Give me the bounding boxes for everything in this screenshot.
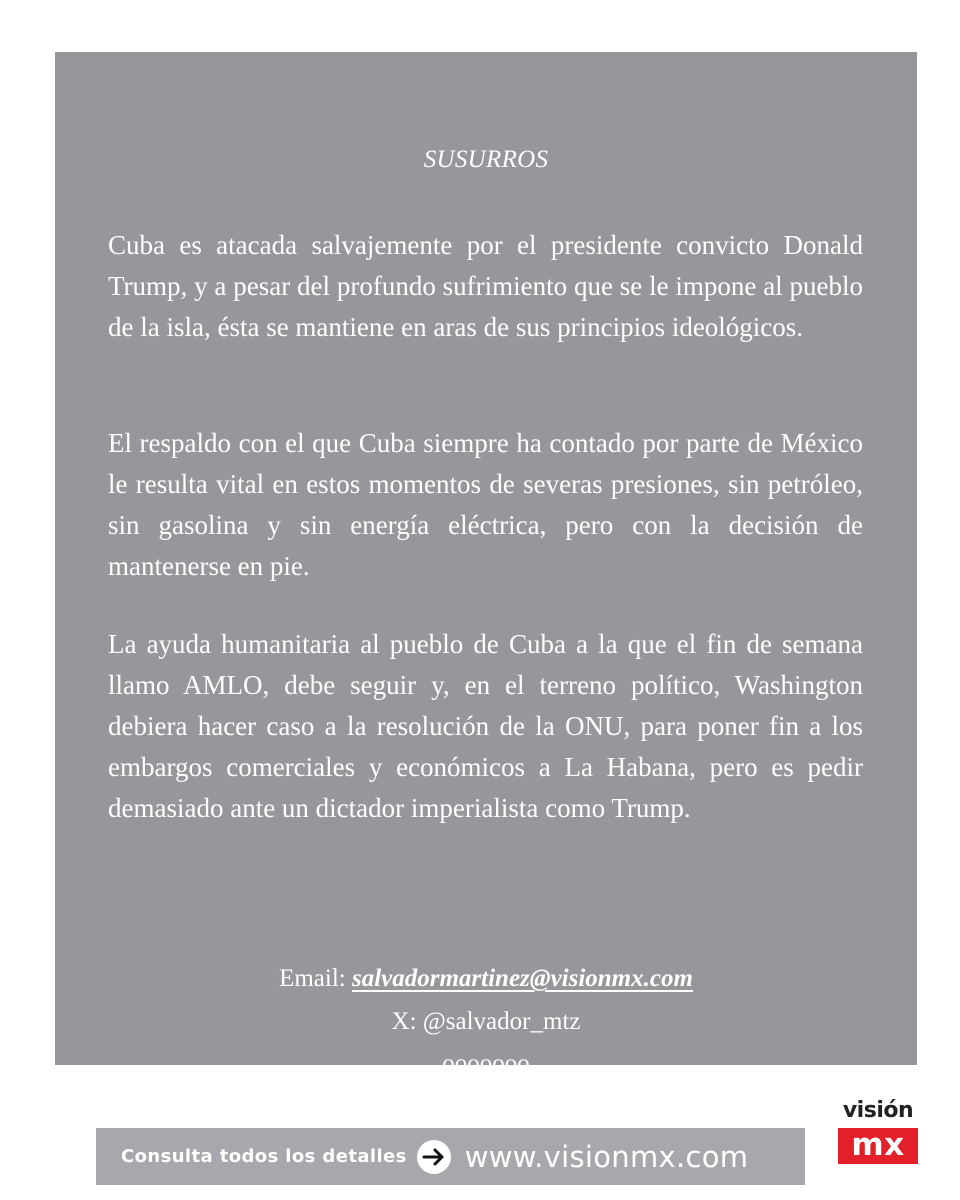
article-title: SUSURROS bbox=[423, 146, 549, 173]
email-link[interactable]: salvadormartinez@visionmx.com bbox=[351, 965, 693, 992]
email-line bbox=[55, 962, 917, 996]
x-handle: X: @salvador_mtz bbox=[391, 1008, 581, 1035]
article-paragraph-1: Cuba es atacada salvajemente por el presidente convicto Donald Trump, y a pesar del profundo sufrimiento que se le impone al pueblo de la isla, ésta se mantiene en aras de sus principios ideológicos. bbox=[108, 230, 863, 342]
article-paragraph-2: El respaldo con el que Cuba siempre ha contado por parte de México le resulta vital en estos momentos de severas presiones, sin petróleo, sin gasolina y sin energía eléctrica, pero con la decisión de mantenerse en pie. bbox=[108, 428, 863, 581]
logo-top-text: visión bbox=[842, 1098, 914, 1123]
article-card bbox=[55, 52, 917, 1077]
website-url[interactable]: www.visionmx.com bbox=[464, 1139, 749, 1174]
article-paragraph-3: La ayuda humanitaria al pueblo de Cuba a la que el fin de semana llamo AMLO, debe seguir y, en el terreno político, Washington debiera hacer caso a la resolución de la ONU, para poner fin a los embargos comerciales y económicos a La Habana, pero es pedir demasiado ante un dictador imperialista como Trump. bbox=[108, 629, 863, 823]
footer-cta-bar[interactable] bbox=[96, 1128, 805, 1185]
email-label: Email: bbox=[279, 965, 346, 992]
vision-mx-logo bbox=[836, 1098, 920, 1168]
cta-label: Consulta todos los detalles bbox=[121, 1146, 407, 1167]
arrow-right-icon[interactable] bbox=[417, 1140, 451, 1174]
contact-code: ooooooo bbox=[442, 1050, 530, 1077]
logo-brand-box: mx bbox=[838, 1128, 918, 1164]
